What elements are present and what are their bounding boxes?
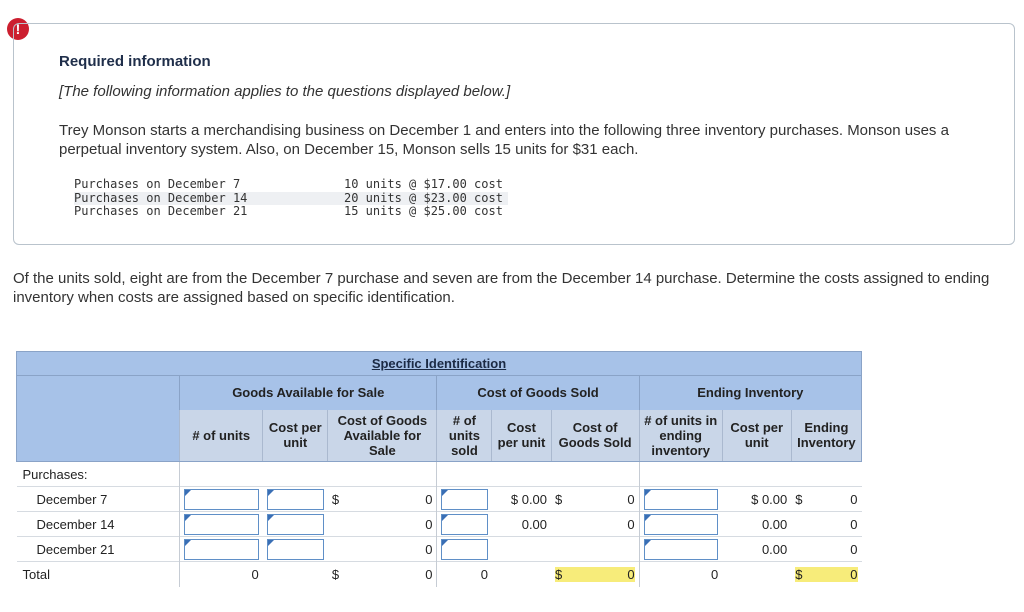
dollar-sign: $ — [555, 566, 563, 582]
cost-per-unit-input[interactable] — [267, 489, 324, 510]
alert-icon: ! — [7, 18, 29, 40]
purchase-detail: 20 units @ $23.00 cost — [344, 190, 503, 205]
cost-available-value: 0 — [425, 541, 433, 557]
cost-per-unit-sold-value: 0.00 — [521, 516, 548, 532]
group-ending-inventory: Ending Inventory — [639, 376, 861, 410]
col-units: # of units — [180, 410, 263, 462]
dollar-sign: $ — [795, 491, 803, 507]
total-units-ending-value: 0 — [639, 562, 722, 587]
dollar-sign: $ — [331, 566, 340, 582]
group-cost-of-goods-sold: Cost of Goods Sold — [437, 376, 639, 410]
total-units-value: 0 — [180, 562, 263, 587]
units-input[interactable] — [184, 514, 259, 535]
units-ending-input[interactable] — [644, 539, 719, 560]
worksheet-title-text: Specific Identification — [371, 356, 507, 371]
col-cost-available: Cost of Goods Available for Sale — [328, 410, 437, 462]
total-cogs-value: 0 — [627, 566, 635, 582]
ending-value: 0 — [850, 541, 858, 557]
question-text: Of the units sold, eight are from the December 7 purchase and seven are from the December 14 purchase. Determine the costs assigned to ending inventory when costs are assigned based on specific identification. — [13, 270, 990, 306]
cost-available-value: 0 — [425, 491, 433, 507]
cogs-value — [551, 537, 639, 562]
purchase-line — [74, 205, 508, 219]
col-cost-of-goods-sold: Cost of Goods Sold — [551, 410, 639, 462]
cost-per-unit-sold-value: $ 0.00 — [510, 491, 548, 507]
purchase-detail: 15 units @ $25.00 cost — [344, 204, 503, 218]
table-row — [17, 537, 862, 562]
problem-intro: Trey Monson starts a merchandising business on December 1 and enters into the following three inventory purchases. Monson uses a perpetual inventory system. Also, on December 15, Monson sells 15 units for $31 each. — [59, 122, 949, 158]
worksheet-title — [17, 352, 862, 376]
col-units-ending: # of units in ending inventory — [639, 410, 722, 462]
units-ending-input[interactable] — [644, 514, 719, 535]
cost-per-unit-sold-value — [492, 537, 551, 562]
col-cost-per-unit-ending: Cost per unit — [722, 410, 791, 462]
purchase-date: Purchases on December 14 — [74, 190, 248, 205]
units-sold-input[interactable] — [441, 514, 488, 535]
row-label: December 14 — [36, 516, 115, 532]
cogs-value: 0 — [627, 516, 635, 532]
specific-identification-worksheet — [16, 351, 862, 587]
ending-value: 0 — [850, 516, 858, 532]
col-cost-per-unit-sold: Cost per unit — [492, 410, 551, 462]
col-units-sold: # of units sold — [437, 410, 492, 462]
units-input[interactable] — [184, 539, 259, 560]
table-row — [17, 487, 862, 512]
units-input[interactable] — [184, 489, 259, 510]
cost-available-value: 0 — [425, 516, 433, 532]
cost-per-unit-input[interactable] — [267, 514, 324, 535]
col-ending-inventory: Ending Inventory — [791, 410, 861, 462]
purchase-date: Purchases on December 7 — [74, 177, 241, 191]
table-row — [17, 512, 862, 537]
units-ending-input[interactable] — [644, 489, 719, 510]
total-cost-available-value: 0 — [425, 566, 433, 582]
units-sold-input[interactable] — [441, 539, 488, 560]
total-units-sold-value: 0 — [437, 562, 492, 587]
col-cost-per-unit: Cost per unit — [263, 410, 328, 462]
required-information-title: Required information — [59, 53, 211, 70]
purchase-date: Purchases on December 21 — [74, 204, 248, 218]
cost-per-unit-input[interactable] — [267, 539, 324, 560]
cogs-value: 0 — [627, 491, 635, 507]
header-blank — [17, 376, 180, 410]
cost-per-unit-ending-value: 0.00 — [761, 516, 788, 532]
total-row — [17, 562, 862, 587]
purchase-line — [74, 178, 508, 192]
purchases-label: Purchases: — [22, 466, 88, 482]
row-label: December 21 — [36, 541, 115, 557]
units-sold-input[interactable] — [441, 489, 488, 510]
purchase-detail: 10 units @ $17.00 cost — [344, 177, 503, 191]
purchases-list — [74, 178, 508, 219]
dollar-sign: $ — [795, 566, 803, 582]
group-goods-available: Goods Available for Sale — [180, 376, 437, 410]
total-label: Total — [22, 566, 50, 582]
purchase-line — [74, 192, 508, 206]
dollar-sign: $ — [331, 491, 340, 507]
cost-per-unit-ending-value: $ 0.00 — [751, 491, 788, 507]
total-ending-value: 0 — [850, 566, 858, 582]
cost-per-unit-ending-value: 0.00 — [761, 541, 788, 557]
header-blank — [17, 410, 180, 462]
required-information-subtitle: [The following information applies to the questions displayed below.] — [59, 83, 511, 100]
dollar-sign: $ — [555, 491, 563, 507]
ending-value: 0 — [850, 491, 858, 507]
row-label: December 7 — [36, 491, 108, 507]
